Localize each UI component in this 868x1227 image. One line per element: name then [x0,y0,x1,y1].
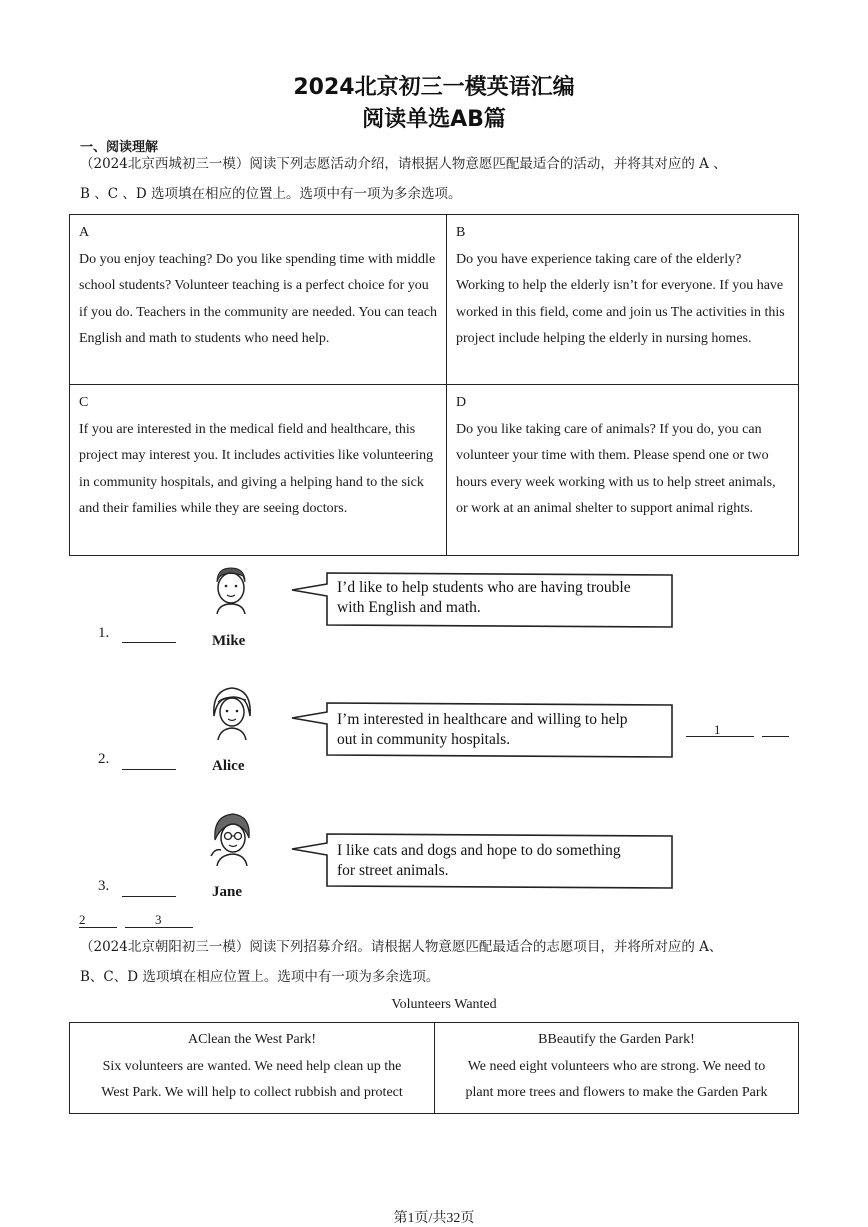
answer-marker-line [79,927,117,928]
option-cell-b [447,215,799,385]
option-cell-d [447,385,799,556]
bubble-3-line2: for street animals. [337,862,449,879]
project-title: BBeautify the Garden Park! [538,1032,695,1047]
option-text: Do you like taking care of animals? If you do, you can volunteer your time with them. Please spend one or two hours every week working with us to help street animals, or work at an animal shelter to support animal rights. [456,421,776,516]
project-text-line: Six volunteers are wanted. We need help clean up the [102,1058,402,1074]
q1-intro-line2: B 、C 、D 选项填在相应的位置上。选项中有一项为多余选项。 [80,186,462,202]
answer-blank-2[interactable] [122,769,176,770]
project-cell-b [435,1023,799,1114]
option-letter: D [456,395,467,410]
option-letter: C [79,395,89,410]
project-text-line: plant more trees and flowers to make the Garden Park [465,1085,768,1100]
bubble-2-line1: I’m interested in healthcare and willing to help [337,711,628,728]
person-name-alice: Alice [212,758,245,774]
page-subtitle: 阅读单选AB篇 [362,107,506,132]
question-number-3: 3. [98,878,110,894]
page-number: 第1页/共32页 [393,1211,475,1226]
boy-avatar-icon [205,562,255,618]
answer-blank-1[interactable] [122,642,176,643]
q2-intro-line2: B、C、D 选项填在相应位置上。选项中有一项为多余选项。 [80,969,440,985]
volunteers-wanted-heading: Volunteers Wanted [391,997,497,1012]
answer-marker-line [125,927,193,928]
bubble-1-line2: with English and math. [337,599,481,616]
question-number-1: 1. [98,625,110,641]
answer-marker-1: 1 [714,722,721,737]
option-text: Do you have experience taking care of the elderly? Working to help the elderly isn’t for everyone. If you have worked in this field, come and join us The activities in this project include helping the elderly in nursing homes. [456,251,785,346]
page-title: 2024北京初三一模英语汇编 [293,75,575,100]
answer-marker-3: 3 [155,912,162,927]
answer-marker-line [686,736,754,737]
person-name-jane: Jane [212,884,242,900]
q1-intro-line1: （2024北京西城初三一模）阅读下列志愿活动介绍，请根据人物意愿匹配最适合的活动，并将其对应的 A 、 [80,156,727,172]
option-cell-c [70,385,447,556]
option-letter: A [79,225,90,240]
section-heading: 一、阅读理解 [80,140,159,155]
project-title: AClean the West Park! [187,1032,317,1047]
girl-avatar-icon [206,684,258,742]
volunteer-projects-table [69,1022,799,1114]
answer-marker-2: 2 [79,912,86,927]
project-text-line: West Park. We will help to collect rubbish and protect [101,1085,403,1100]
option-text: If you are interested in the medical field and healthcare, this project may interest you. It includes activities like volunteering in community hospitals, and giving a helping hand to the sick and their families while they are seeing doctors. [79,421,434,516]
q2-intro-line1: （2024北京朝阳初三一模）阅读下列招募介绍。请根据人物意愿匹配最适合的志愿项目，并将所对应的 A、 [80,939,723,955]
answer-blank-3[interactable] [122,896,176,897]
option-text: Do you enjoy teaching? Do you like spending time with middle school students? Volunteer teaching is a perfect choice for you if you do. Teachers in the community are needed. You can teach English and math to students who need help. [79,251,437,346]
project-cell-a [70,1023,435,1114]
girl-with-glasses-avatar-icon [205,810,257,868]
activity-options-table [69,214,799,556]
bubble-2-line2: out in community hospitals. [337,731,511,748]
project-text-line: We need eight volunteers who are strong. We need to [467,1058,766,1074]
bubble-3-line1: I like cats and dogs and hope to do something [337,842,621,859]
answer-marker-line [762,736,789,737]
question-number-2: 2. [98,751,110,767]
option-cell-a [70,215,447,385]
option-letter: B [456,225,466,240]
person-name-mike: Mike [212,633,246,649]
bubble-1-line1: I’d like to help students who are having trouble [337,579,631,596]
